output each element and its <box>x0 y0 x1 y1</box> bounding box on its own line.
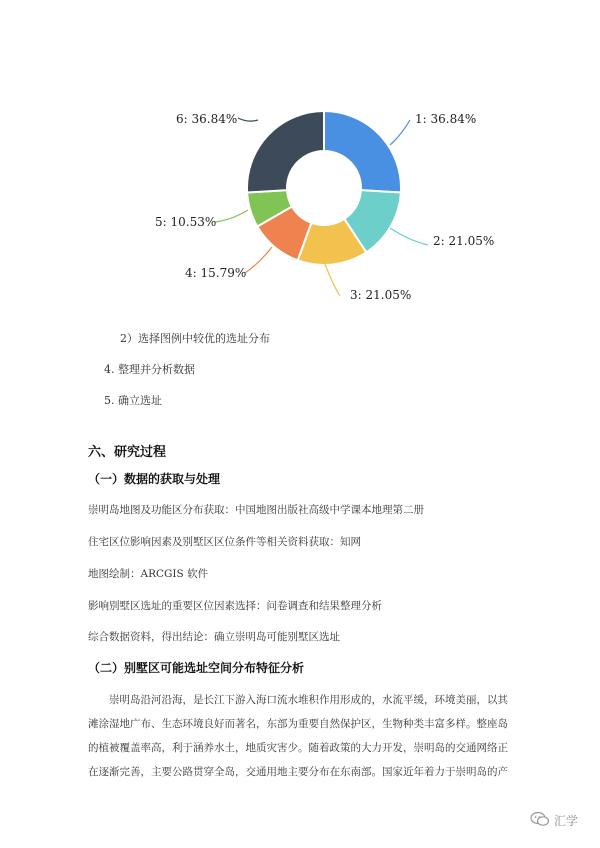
slice-label-5: 5: 10.53% <box>155 215 217 229</box>
label-connector-2 <box>390 228 428 245</box>
subsection-heading-1: （一）数据的获取与处理 <box>88 472 221 486</box>
section-heading: 六、研究过程 <box>88 445 167 460</box>
slice-label-3: 3: 21.05% <box>350 288 412 302</box>
list-item-5: 5. 确立选址 <box>104 394 162 407</box>
donut-slice-1 <box>324 111 401 192</box>
label-connector-6 <box>238 118 258 121</box>
label-connector-4 <box>245 247 272 273</box>
watermark <box>530 811 578 830</box>
text-line: 影响别墅区选址的重要区位因素选择：问卷调查和结果整理分析 <box>88 600 382 612</box>
paragraph-line: 在逐渐完善，主要公路贯穿全岛，交通用地主要分布在东南部。国家近年着力于崇明岛的产 <box>88 766 508 778</box>
wechat-icon <box>530 811 550 830</box>
list-item-2: 2）选择图例中较优的选址分布 <box>120 332 270 345</box>
list-item-4: 4. 整理并分析数据 <box>104 363 195 376</box>
subsection-heading-2: （二）别墅区可能选址空间分布特征分析 <box>88 661 305 675</box>
text-line: 住宅区位影响因素及别墅区区位条件等相关资料获取：知网 <box>88 536 361 548</box>
watermark-text: 汇学 <box>553 814 578 828</box>
slice-label-6: 6: 36.84% <box>176 112 238 126</box>
slice-label-4: 4: 15.79% <box>185 266 247 280</box>
label-connector-1 <box>390 120 410 145</box>
slice-label-2: 2: 21.05% <box>433 234 495 248</box>
text-line: 地图绘制：ARCGIS 软件 <box>88 568 209 580</box>
paragraph-line: 崇明岛沿河沿海，是长江下游入海口流水堆积作用形成的，水流平缓，环境美丽，以其 <box>109 694 508 706</box>
label-connector-3 <box>325 264 340 296</box>
paragraph-line: 滩涂湿地广布、生态环境良好而著名，东部为重要自然保护区，生物种类丰富多样。整座岛 <box>88 718 508 730</box>
donut-chart <box>0 0 600 320</box>
slice-label-1: 1: 36.84% <box>415 112 477 126</box>
paragraph-line: 的植被覆盖率高，利于涵养水土，地质灾害少。随着政策的大力开发，崇明岛的交通网络正 <box>88 742 508 754</box>
donut-slice-6 <box>247 111 324 192</box>
label-connector-5 <box>215 210 248 222</box>
text-line: 综合数据资料，得出结论：确立崇明岛可能别墅区选址 <box>88 631 340 643</box>
text-line: 崇明岛地图及功能区分布获取：中国地图出版社高级中学课本地理第二册 <box>88 504 424 516</box>
